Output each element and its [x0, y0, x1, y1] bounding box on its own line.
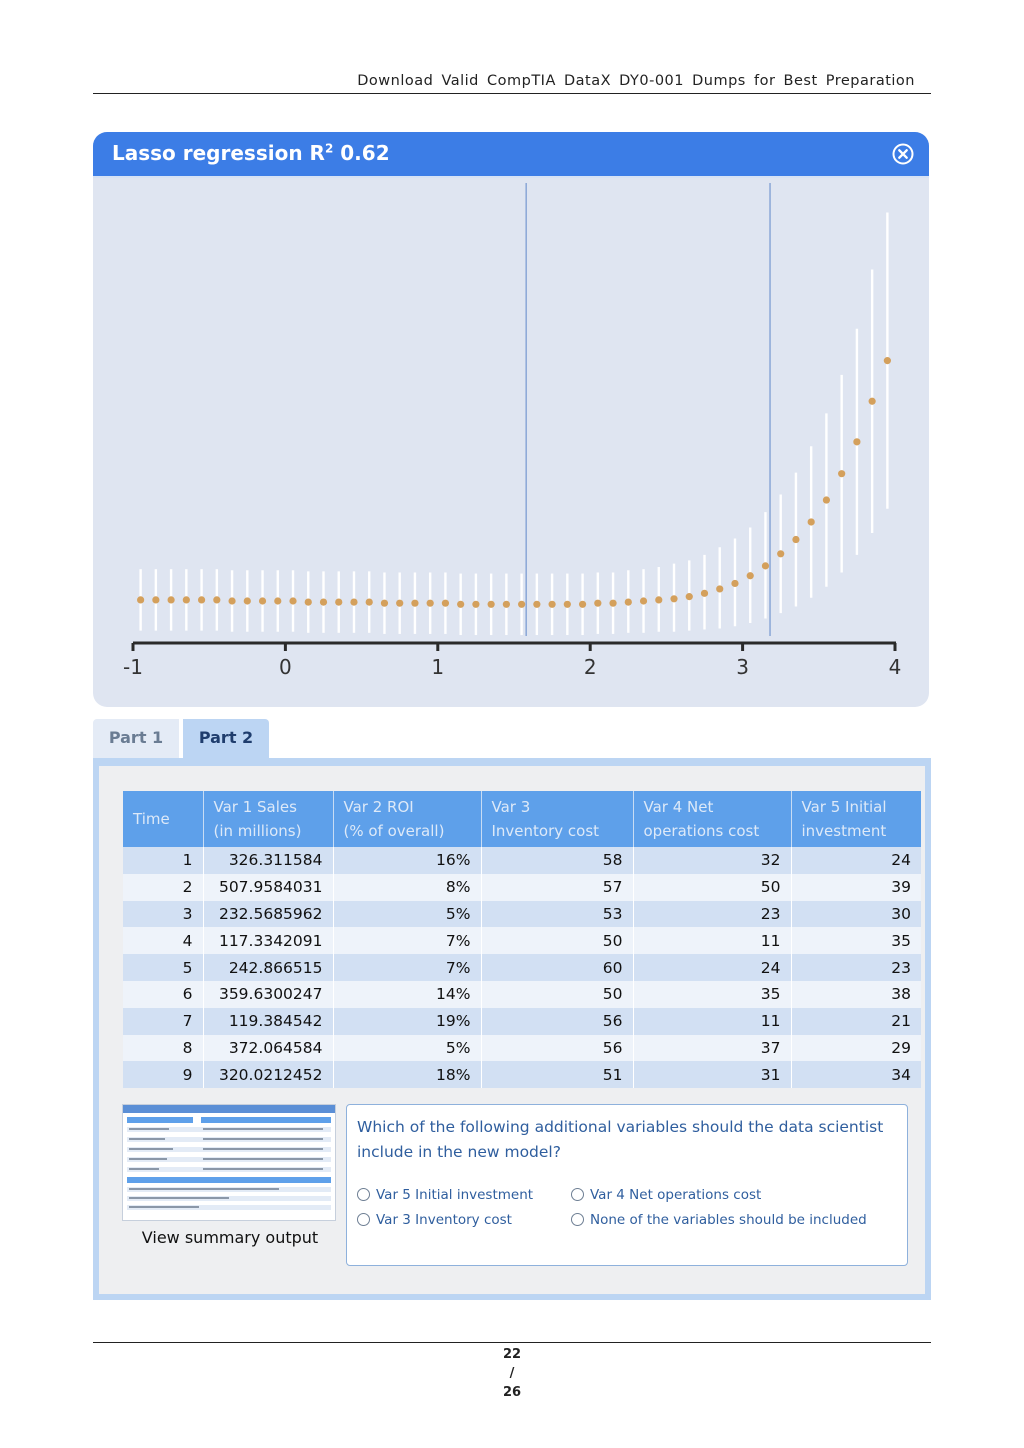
table-cell: 18%: [333, 1061, 481, 1088]
summary-output-thumbnail[interactable]: [122, 1104, 336, 1221]
chart-window: [93, 132, 929, 707]
tab-part-2[interactable]: Part 2: [183, 719, 269, 759]
table-cell: 320.0212452: [203, 1061, 333, 1088]
data-point: [228, 597, 235, 604]
table-cell: 51: [481, 1061, 633, 1088]
table-row: [123, 981, 921, 1008]
part-2-panel: [93, 758, 931, 1300]
data-point: [183, 596, 190, 603]
table-cell: 60: [481, 954, 633, 981]
data-point: [289, 597, 296, 604]
data-point: [411, 600, 418, 607]
data-table: [123, 791, 921, 1088]
chart-title-suffix: 0.62: [333, 141, 390, 165]
radio-icon[interactable]: [571, 1188, 584, 1201]
data-point: [457, 601, 464, 608]
table-cell: 37: [633, 1035, 791, 1062]
tab-part-1[interactable]: Part 1: [93, 719, 179, 759]
header-var4: Var 4 Net operations cost: [633, 791, 791, 847]
table-cell: 242.866515: [203, 954, 333, 981]
page-footer: [93, 1342, 931, 1400]
table-cell: 53: [481, 901, 633, 928]
table-cell: 56: [481, 1035, 633, 1062]
option-var4[interactable]: Var 4 Net operations cost: [571, 1187, 761, 1203]
table-cell: 8: [123, 1035, 203, 1062]
x-tick-label: 4: [888, 655, 902, 679]
panel-content: [99, 766, 925, 1294]
data-point: [442, 600, 449, 607]
data-point: [594, 600, 601, 607]
table-cell: 19%: [333, 1008, 481, 1035]
table-cell: 359.6300247: [203, 981, 333, 1008]
table-cell: 5%: [333, 901, 481, 928]
radio-icon[interactable]: [357, 1213, 370, 1226]
table-cell: 16%: [333, 847, 481, 874]
data-point: [747, 572, 754, 579]
table-cell: 30: [791, 901, 921, 928]
data-point: [640, 597, 647, 604]
table-cell: 507.9584031: [203, 874, 333, 901]
table-cell: 7: [123, 1008, 203, 1035]
data-point: [792, 536, 799, 543]
table-cell: 32: [633, 847, 791, 874]
table-cell: 232.5685962: [203, 901, 333, 928]
table-cell: 50: [481, 981, 633, 1008]
data-point: [168, 596, 175, 603]
table-cell: 29: [791, 1035, 921, 1062]
table-cell: 24: [791, 847, 921, 874]
header-var3: Var 3 Inventory cost: [481, 791, 633, 847]
table-cell: 21: [791, 1008, 921, 1035]
table-cell: 9: [123, 1061, 203, 1088]
question-text: Which of the following additional variables should the data scientist include in the new model?: [357, 1118, 884, 1161]
data-point: [366, 598, 373, 605]
header-time: Time: [123, 791, 203, 847]
table-cell: 8%: [333, 874, 481, 901]
table-cell: 11: [633, 927, 791, 954]
data-point: [701, 590, 708, 597]
table-cell: 7%: [333, 954, 481, 981]
data-point: [579, 601, 586, 608]
data-point: [472, 601, 479, 608]
x-tick-label: 1: [431, 655, 445, 679]
table-cell: 1: [123, 847, 203, 874]
option-var3[interactable]: Var 3 Inventory cost: [357, 1212, 512, 1228]
table-row: [123, 874, 921, 901]
data-point: [884, 357, 891, 364]
table-row: [123, 847, 921, 874]
data-point: [731, 580, 738, 587]
table-cell: 372.064584: [203, 1035, 333, 1062]
chart-title: [112, 141, 390, 165]
table-row: [123, 927, 921, 954]
chart-title-sup: 2: [324, 141, 334, 156]
table-cell: 7%: [333, 927, 481, 954]
table-cell: 117.3342091: [203, 927, 333, 954]
header-var2: Var 2 ROI (% of overall): [333, 791, 481, 847]
chart-titlebar: [93, 132, 929, 178]
data-point: [305, 598, 312, 605]
data-point: [609, 600, 616, 607]
table-cell: 4: [123, 927, 203, 954]
page-header: [93, 72, 931, 94]
table-cell: 23: [791, 954, 921, 981]
table-cell: 6: [123, 981, 203, 1008]
table-cell: 56: [481, 1008, 633, 1035]
close-circle-icon[interactable]: [892, 143, 914, 165]
data-point: [152, 596, 159, 603]
chart-title-prefix: Lasso regression R: [112, 141, 325, 165]
radio-icon[interactable]: [357, 1188, 370, 1201]
data-point: [518, 601, 525, 608]
page-number: 22 / 26: [502, 1347, 522, 1400]
option-none[interactable]: None of the variables should be included: [571, 1212, 867, 1228]
page-header-text: Download Valid CompTIA DataX DY0-001 Dumps for Best Preparation: [357, 73, 915, 89]
table-cell: 119.384542: [203, 1008, 333, 1035]
data-point: [716, 585, 723, 592]
data-point: [503, 601, 510, 608]
data-point: [853, 438, 860, 445]
table-cell: 23: [633, 901, 791, 928]
data-point: [350, 598, 357, 605]
x-tick-label: 0: [279, 655, 292, 679]
data-point: [655, 596, 662, 603]
table-cell: 5: [123, 954, 203, 981]
data-point: [869, 398, 876, 405]
data-point: [274, 597, 281, 604]
x-tick-label: -1: [123, 655, 143, 679]
x-tick-label: 3: [736, 655, 749, 679]
table-cell: 58: [481, 847, 633, 874]
table-cell: 50: [633, 874, 791, 901]
table-row: [123, 1061, 921, 1088]
table-cell: 57: [481, 874, 633, 901]
table-cell: 5%: [333, 1035, 481, 1062]
table-cell: 34: [791, 1061, 921, 1088]
header-var1: Var 1 Sales (in millions): [203, 791, 333, 847]
data-point: [488, 601, 495, 608]
data-point: [670, 595, 677, 602]
data-point: [625, 598, 632, 605]
data-point: [244, 597, 251, 604]
lasso-chart: [93, 178, 929, 707]
data-point: [533, 601, 540, 608]
data-point: [777, 550, 784, 557]
data-point: [335, 598, 342, 605]
table-row: [123, 954, 921, 981]
data-point: [427, 600, 434, 607]
table-cell: 24: [633, 954, 791, 981]
table-header-row: [123, 791, 921, 847]
question-box: [346, 1104, 908, 1266]
table-cell: 31: [633, 1061, 791, 1088]
table-cell: 326.311584: [203, 847, 333, 874]
table-row: [123, 1035, 921, 1062]
data-point: [823, 496, 830, 503]
data-point: [686, 593, 693, 600]
table-cell: 39: [791, 874, 921, 901]
radio-icon[interactable]: [571, 1213, 584, 1226]
data-point: [762, 562, 769, 569]
data-point: [838, 470, 845, 477]
data-point: [396, 600, 403, 607]
table-cell: 38: [791, 981, 921, 1008]
header-var5: Var 5 Initial investment: [791, 791, 921, 847]
data-point: [213, 596, 220, 603]
data-point: [320, 598, 327, 605]
table-cell: 35: [633, 981, 791, 1008]
data-point: [564, 601, 571, 608]
data-point: [381, 600, 388, 607]
data-point: [808, 518, 815, 525]
data-point: [198, 596, 205, 603]
view-summary-output-link[interactable]: View summary output: [141, 1228, 319, 1247]
table-cell: 3: [123, 901, 203, 928]
option-var5[interactable]: Var 5 Initial investment: [357, 1187, 533, 1203]
table-cell: 11: [633, 1008, 791, 1035]
table-cell: 2: [123, 874, 203, 901]
data-point: [549, 601, 556, 608]
table-row: [123, 1008, 921, 1035]
data-point: [137, 596, 144, 603]
table-cell: 35: [791, 927, 921, 954]
table-cell: 14%: [333, 981, 481, 1008]
table-cell: 50: [481, 927, 633, 954]
data-point: [259, 597, 266, 604]
table-row: [123, 901, 921, 928]
x-tick-label: 2: [583, 655, 597, 679]
